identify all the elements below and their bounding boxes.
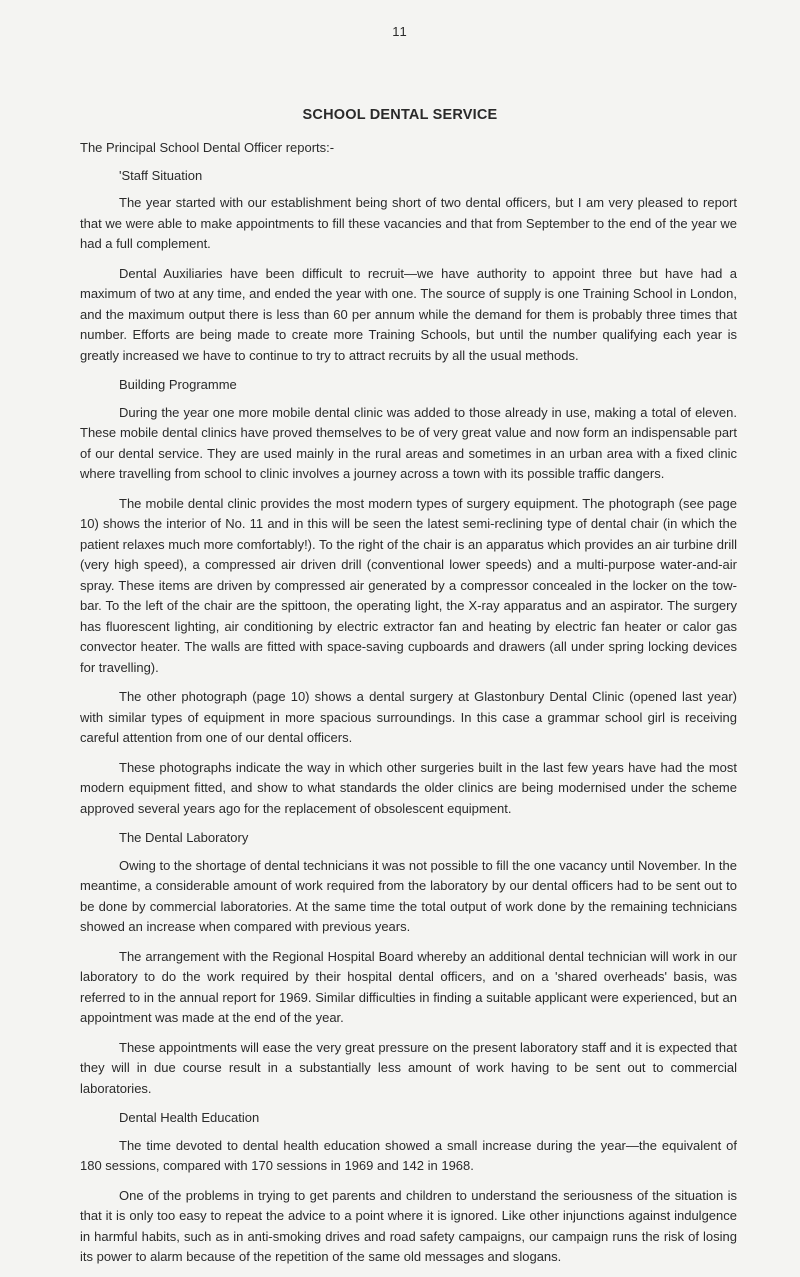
body-paragraph: During the year one more mobile dental clinic was added to those already in use, making a total of eleven. These mobile dental clinics have proved themselves to be of very great value and now form an indispensable part of our dental service. They are used mainly in the rural areas and sometimes in an urban area with a fixed clinic where travelling from school to clinic involves a journey across a town with its possible traffic dangers. (80, 404, 737, 481)
body-paragraph: The year started with our establishment being short of two dental officers, but I am very pleased to report that we were able to make appointments to fill these vacancies and that from September to the end of the year we had a full complement. (80, 195, 737, 251)
body-paragraph: Owing to the shortage of dental technicians it was not possible to fill the one vacancy until November. In the meantime, a considerable amount of work required from the laboratory by our dental officers had to be sent out to be done by commercial laboratories. At the same time the total output of work done by the remaining technicians showed an increase when compared with previous years. (80, 857, 737, 934)
body-paragraph: The mobile dental clinic provides the most modern types of surgery equipment. The photograph (see page 10) shows the interior of No. 11 and in this will be seen the latest semi-reclining type of dental chair (in which the patient relaxes much more comfortably!). To the right of the chair is an apparatus which provides an air turbine drill (very high speed), a compressed air driven drill (conventional lower speeds) and a multi-purpose water-and-air spray. These items are driven by compressed air generated by a compressor concealed in the locker on the tow-bar. To the left of the chair are the spittoon, the operating light, the X-ray apparatus and an aspirator. The surgery has fluorescent lighting, air conditioning by electric extractor fan and heating by electric fan heater or calor gas convector heater. The walls are fitted with space-saving cupboards and drawers (all under spring locking devices for travelling). (80, 495, 737, 675)
body-paragraph: One of the problems in trying to get parents and children to understand the seriousness of the situation is that it is only too easy to repeat the advice to a point where it is ignored. Like other injunctions against indulgence in harmful habits, such as in anti-smoking drives and road safety campaigns, our campaign runs the risk of losing its power to alarm because of the repetition of the same old messages and slogans. (80, 1187, 737, 1264)
section-heading-dental-laboratory: The Dental Laboratory (119, 830, 249, 845)
report-intro: The Principal School Dental Officer reports:- (80, 140, 335, 155)
section-heading-building-programme: Building Programme (119, 377, 237, 392)
body-paragraph: These appointments will ease the very great pressure on the present laboratory staff and it is expected that they will in due course result in a substantially less amount of work having to be sent out to commercial laboratories. (80, 1039, 737, 1096)
report-body (80, 138, 737, 1277)
body-paragraph: These photographs indicate the way in which other surgeries built in the last few years have had the most modern equipment fitted, and show to what standards the older clinics are being modernised under the scheme approved several years ago for the replacement of obsolescent equipment. (80, 759, 737, 816)
body-paragraph: The arrangement with the Regional Hospital Board whereby an additional dental technician will work in our laboratory to do the work required by their hospital dental officers, and on a 'shared overheads' basis, was referred to in the annual report for 1969. Similar difficulties in finding a suitable applicant were experienced, but an appointment was made at the end of the year. (80, 948, 737, 1025)
section-heading-staff-situation: 'Staff Situation (119, 167, 203, 183)
section-heading-dental-health-education: Dental Health Education (119, 1110, 260, 1125)
page-number: 11 (392, 24, 408, 39)
page-title: SCHOOL DENTAL SERVICE (302, 107, 498, 123)
body-paragraph: The time devoted to dental health education showed a small increase during the year—the equivalent of 180 sessions, compared with 170 sessions in 1969 and 142 in 1968. (80, 1137, 737, 1173)
body-paragraph: The other photograph (page 10) shows a dental surgery at Glastonbury Dental Clinic (opened last year) with similar types of equipment in more spacious surroundings. In this case a grammar school girl is receiving careful attention from one of our dental officers. (80, 689, 737, 745)
body-paragraph: Dental Auxiliaries have been difficult to recruit—we have authority to appoint three but have had a maximum of two at any time, and ended the year with one. The source of supply is one Training School in London, and the maximum output there is less than 60 per annum while the demand for them is probably three times that number. Efforts are being made to create more Training Schools, but until the number qualifying each year is greatly increased we have to continue to try to attract recruits by all the usual methods. (80, 265, 737, 363)
